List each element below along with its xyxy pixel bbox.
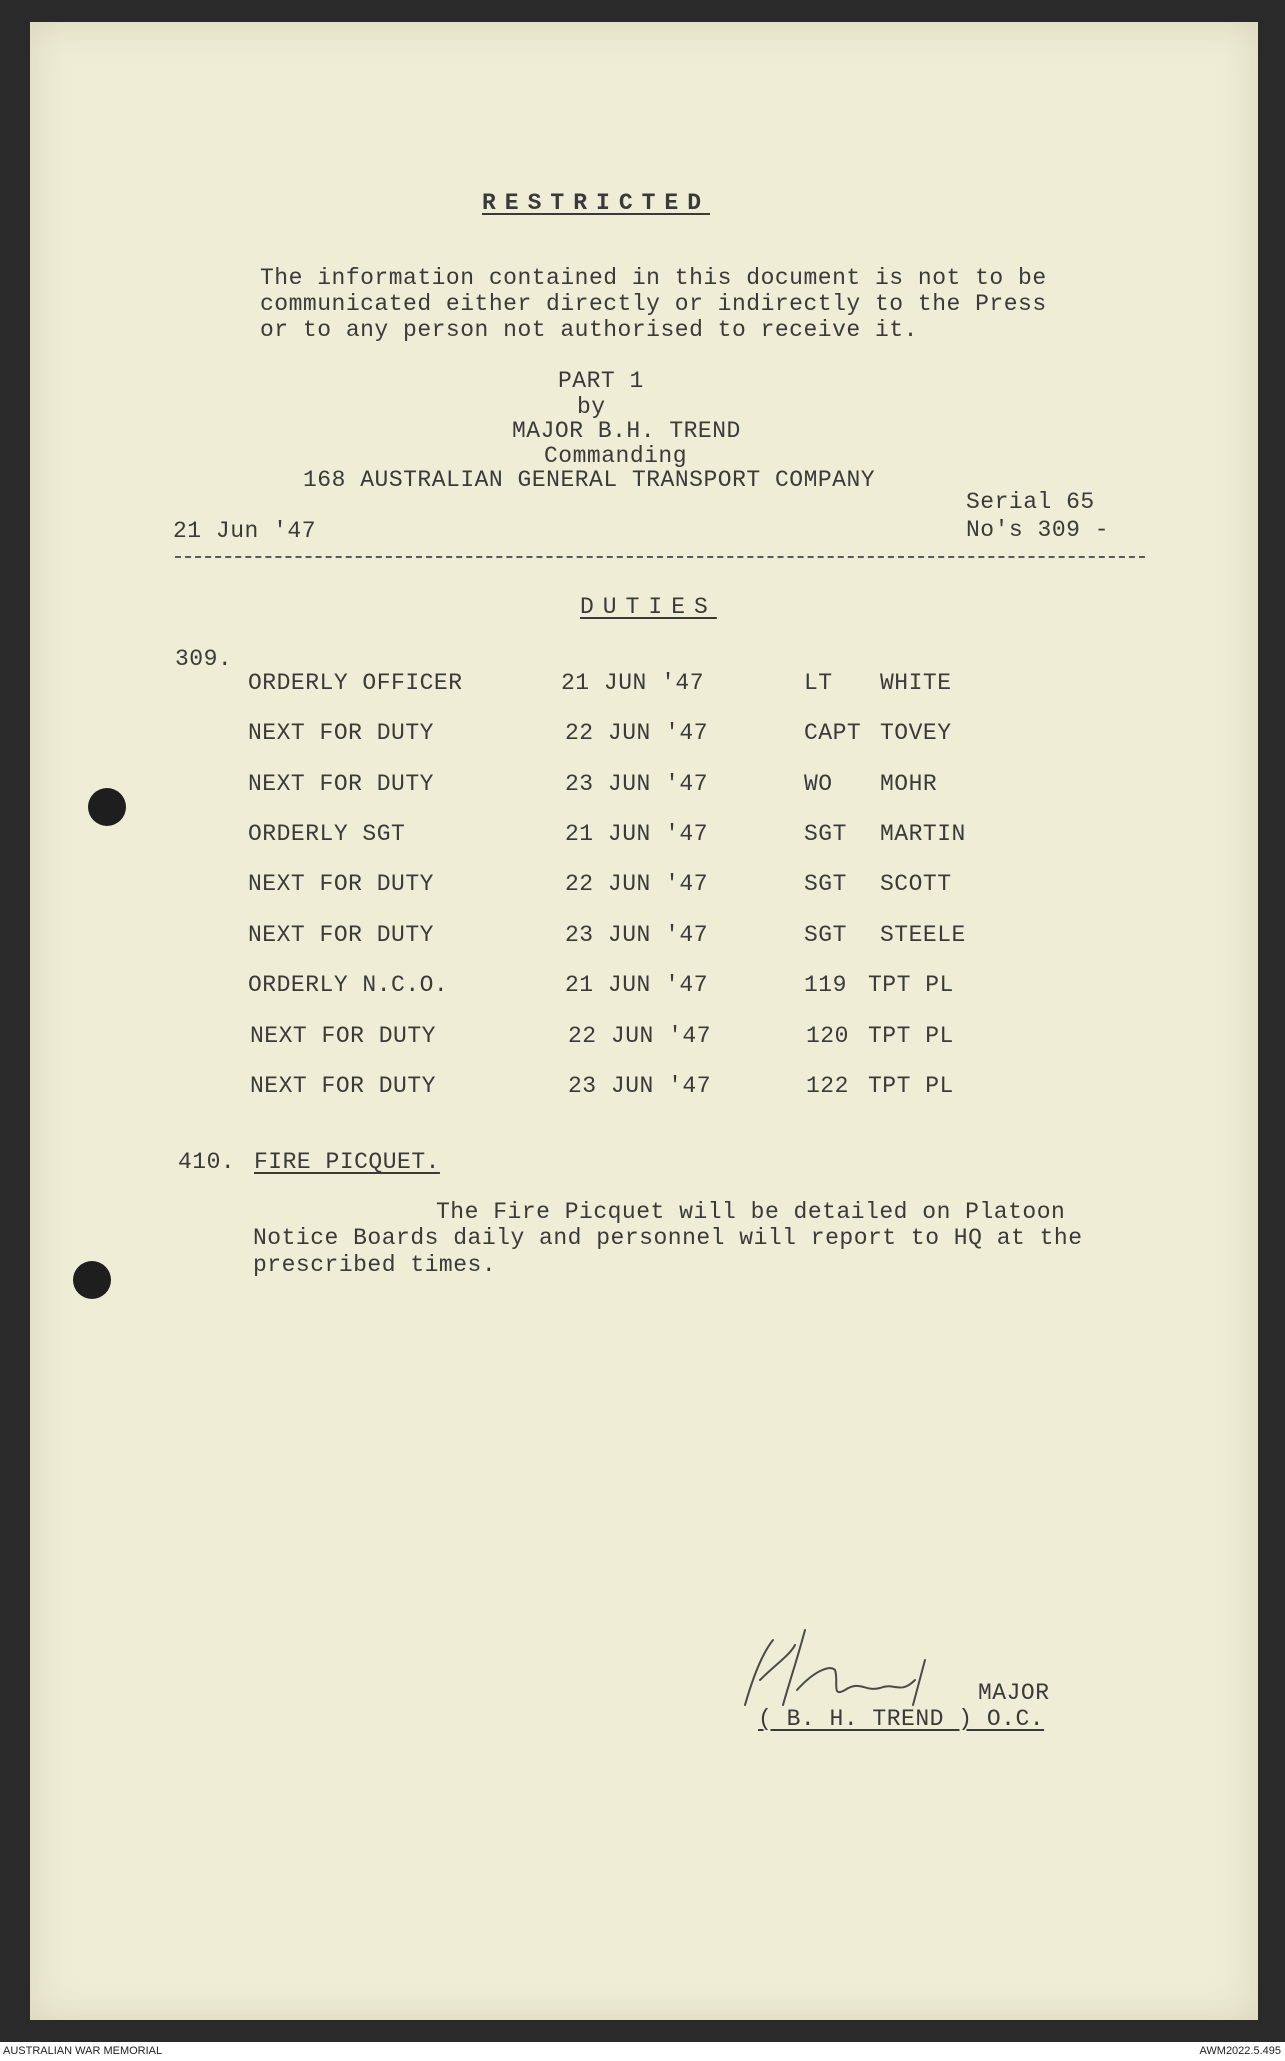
duty-cell: NEXT FOR DUTY xyxy=(248,922,434,948)
classification-heading: RESTRICTED xyxy=(482,190,711,216)
author-name: MAJOR B.H. TREND xyxy=(512,418,741,444)
serial-number: Serial 65 xyxy=(966,489,1095,515)
warning-line-3: or to any person not authorised to receive it. xyxy=(260,317,918,343)
duty-cell: NEXT FOR DUTY xyxy=(248,720,434,746)
date-cell: 22 JUN '47 xyxy=(565,720,709,746)
date-cell: 22 JUN '47 xyxy=(565,871,709,897)
date-cell: 21 JUN '47 xyxy=(565,972,709,998)
rank-cell: 119 xyxy=(804,972,847,998)
author-role: Commanding xyxy=(544,443,688,469)
rank-cell: WO xyxy=(804,771,833,797)
document-date: 21 Jun '47 xyxy=(173,518,317,544)
footer-catalog-id: AWM2022.5.495 xyxy=(1199,2045,1281,2057)
duties-number: 309. xyxy=(175,646,233,672)
warning-line-1: The information contained in this document is not to be xyxy=(260,265,1047,291)
duty-cell: ORDERLY OFFICER xyxy=(248,670,463,696)
name-cell: MARTIN xyxy=(880,821,966,847)
date-cell: 23 JUN '47 xyxy=(565,922,709,948)
name-cell: TPT PL xyxy=(868,1073,954,1099)
date-cell: 23 JUN '47 xyxy=(565,771,709,797)
duties-heading: DUTIES xyxy=(580,594,717,620)
warning-line-2: communicated either directly or indirectly to the Press xyxy=(260,291,1047,317)
fire-picquet-number: 410. xyxy=(178,1149,236,1175)
footer-bar xyxy=(0,2042,1285,2061)
date-cell: 23 JUN '47 xyxy=(568,1073,712,1099)
punch-hole xyxy=(88,788,126,826)
name-cell: WHITE xyxy=(880,670,952,696)
duty-cell: NEXT FOR DUTY xyxy=(250,1073,436,1099)
date-cell: 22 JUN '47 xyxy=(568,1023,712,1049)
duty-cell: ORDERLY SGT xyxy=(248,821,406,847)
rank-cell: 120 xyxy=(806,1023,849,1049)
name-cell: MOHR xyxy=(880,771,938,797)
fire-picquet-heading: FIRE PICQUET. xyxy=(254,1149,440,1175)
serial-nos: No's 309 - xyxy=(966,517,1110,543)
date-cell: 21 JUN '47 xyxy=(565,821,709,847)
rank-cell: SGT xyxy=(804,922,847,948)
name-cell: SCOTT xyxy=(880,871,952,897)
rank-cell: LT xyxy=(804,670,833,696)
name-cell: TOVEY xyxy=(880,720,952,746)
duty-cell: NEXT FOR DUTY xyxy=(248,771,434,797)
fire-picquet-line-2: Notice Boards daily and personnel will report to HQ at the xyxy=(253,1225,1083,1251)
duty-cell: NEXT FOR DUTY xyxy=(248,871,434,897)
signature-name: ( B. H. TREND ) O.C. xyxy=(758,1706,1045,1732)
separator-rule xyxy=(175,556,1145,558)
rank-cell: SGT xyxy=(804,821,847,847)
rank-cell: 122 xyxy=(806,1073,849,1099)
date-cell: 21 JUN '47 xyxy=(561,670,705,696)
part-label: PART 1 xyxy=(558,368,644,394)
punch-hole xyxy=(73,1261,111,1299)
name-cell: TPT PL xyxy=(868,972,954,998)
unit-name: 168 AUSTRALIAN GENERAL TRANSPORT COMPANY xyxy=(303,467,876,493)
name-cell: TPT PL xyxy=(868,1023,954,1049)
fire-picquet-line-3: prescribed times. xyxy=(253,1252,497,1278)
rank-cell: SGT xyxy=(804,871,847,897)
handwritten-signature xyxy=(735,1610,985,1720)
duty-cell: NEXT FOR DUTY xyxy=(250,1023,436,1049)
by-label: by xyxy=(577,394,606,420)
fire-picquet-line-1: The Fire Picquet will be detailed on Platoon xyxy=(436,1199,1066,1225)
duty-cell: ORDERLY N.C.O. xyxy=(248,972,449,998)
signature-rank: MAJOR xyxy=(978,1680,1050,1706)
footer-source: AUSTRALIAN WAR MEMORIAL xyxy=(3,2045,163,2057)
name-cell: STEELE xyxy=(880,922,966,948)
rank-cell: CAPT xyxy=(804,720,862,746)
